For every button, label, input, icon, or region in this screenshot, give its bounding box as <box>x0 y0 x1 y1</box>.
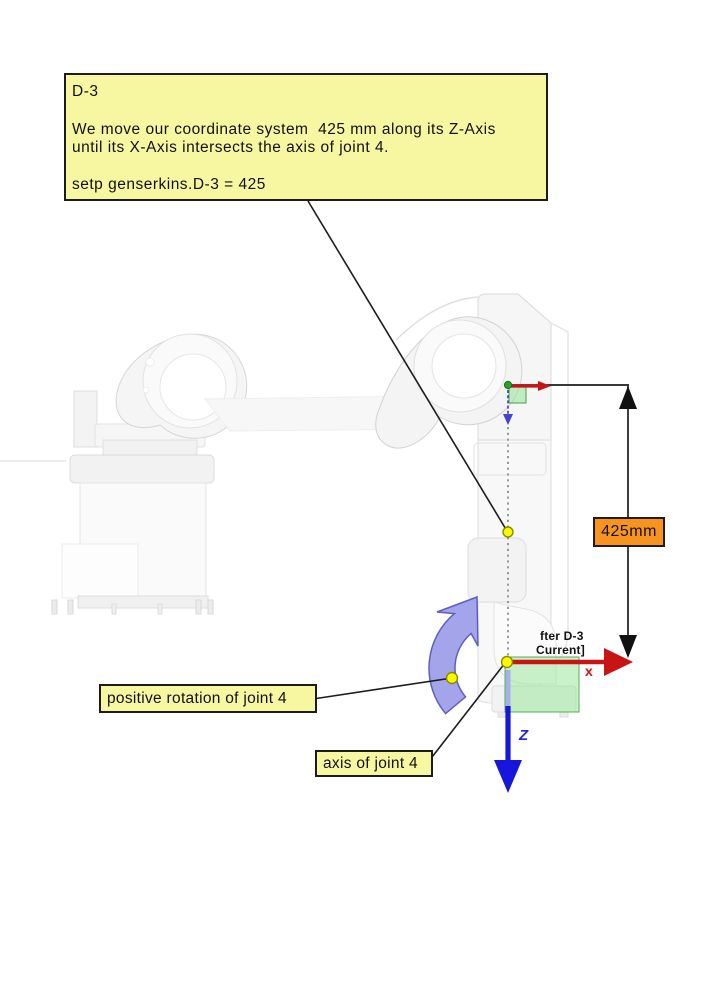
callout-command: setp genserkins.D-3 = 425 <box>72 176 266 193</box>
frame-label-line2: Current] <box>536 643 585 657</box>
frame-plane-top <box>509 387 526 403</box>
joint4-origin-dot <box>502 657 513 668</box>
callout-anchor-dot <box>503 527 513 537</box>
origin-dot <box>504 381 511 388</box>
dimension-label: 425mm <box>593 517 665 547</box>
callout-box <box>64 73 548 201</box>
callout-title: D-3 <box>72 83 99 100</box>
rotation-arrow <box>429 597 478 714</box>
rotation-anchor-dot <box>447 673 458 684</box>
positive-rotation-label: positive rotation of joint 4 <box>99 684 317 713</box>
dimension-arrow-up <box>619 386 637 409</box>
callout-body-line1: We move our coordinate system 425 mm along its Z-Axis <box>72 121 496 138</box>
frame-plane-bottom <box>505 657 579 712</box>
dimension-arrow-down <box>619 635 637 658</box>
x-axis-label: x <box>585 663 593 679</box>
callout-body-line2: until its X-Axis intersects the axis of joint 4. <box>72 139 389 156</box>
frame-label-line1: fter D-3 <box>540 629 584 643</box>
axis-of-joint-label: axis of joint 4 <box>315 750 433 777</box>
z-axis-label: Z <box>519 727 529 744</box>
